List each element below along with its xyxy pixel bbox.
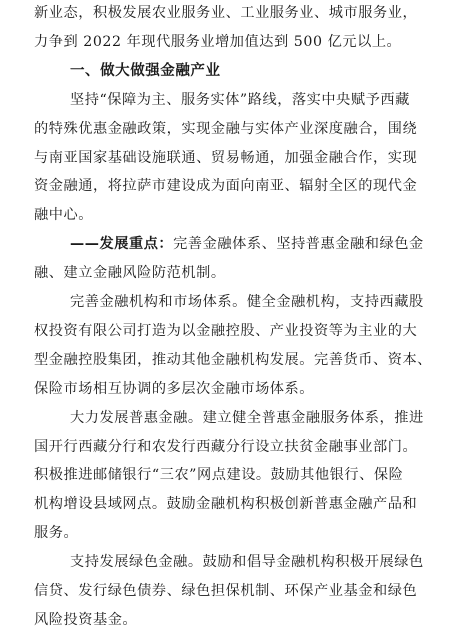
para1-line-1: 坚持“保障为主、服务实体”路线，落实中央赋予西藏 [70, 91, 410, 108]
focus-label: ——发展重点： [70, 236, 174, 253]
para3-line-1: 大力发展普惠金融。建立健全普惠金融服务体系，推进 [70, 409, 424, 426]
para3-line-5: 服务。 [34, 525, 79, 542]
para3-line-4: 机构增设县域网点。鼓励金融机构积极创新普惠金融产品和 [34, 496, 418, 513]
para2-line-2: 权投资有限公司打造为以金融控股、产业投资等为主业的大 [34, 322, 418, 339]
focus-line-2: 融、建立金融风险防范机制。 [34, 265, 226, 282]
para1-line-4: 资金融通，将拉萨市建设成为面向南亚、辐射全区的现代金 [34, 178, 418, 195]
para2-line-4: 保险市场相互协调的多层次金融市场体系。 [34, 380, 315, 397]
para2-line-1: 完善金融机构和市场体系。健全金融机构，支持西藏股 [70, 294, 424, 310]
para1-line-5: 融中心。 [34, 207, 93, 224]
para4-line-1: 支持发展绿色金融。鼓励和倡导金融机构积极开展绿色 [70, 554, 424, 571]
para3-line-2: 国开行西藏分行和农发行西藏分行设立扶贫金融事业部门。 [34, 438, 418, 455]
intro-line-1: 新业态，积极发展农业服务业、工业服务业、城市服务业， [34, 5, 418, 21]
focus-text: 完善金融体系、坚持普惠金融和绿色金 [173, 236, 424, 253]
para2-line-3: 型金融控股集团，推动其他金融机构发展。完善货币、资本、 [34, 351, 432, 368]
para1-line-2: 的特殊优惠金融政策，实现金融与实体产业深度融合，围绕 [34, 120, 418, 137]
section-heading: 一、做大做强金融产业 [70, 62, 221, 79]
para3-line-3: 积极推进邮储银行“三农”网点建设。鼓励其他银行、保险 [34, 467, 404, 484]
para4-line-2: 信贷、发行绿色债券、绿色担保机制、环保产业基金和绿色 [34, 583, 418, 599]
intro-line-2: 力争到 2022 年现代服务业增加值达到 500 亿元以上。 [34, 33, 402, 50]
para1-line-3: 与南亚国家基础设施联通、贸易畅通，加强金融合作，实现 [34, 149, 418, 166]
focus-line-1 [70, 235, 456, 253]
para4-line-3: 风险投资基金。 [34, 611, 138, 628]
